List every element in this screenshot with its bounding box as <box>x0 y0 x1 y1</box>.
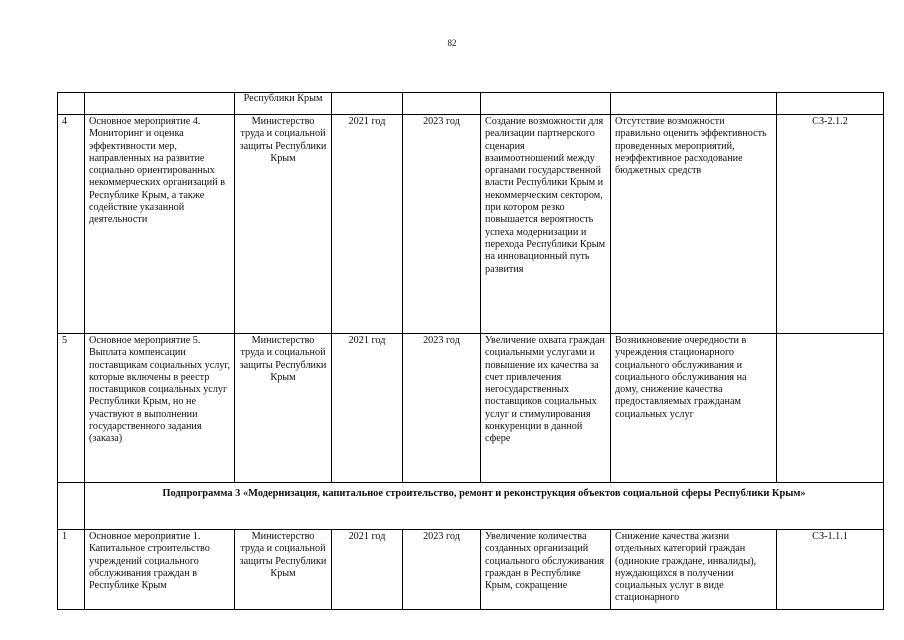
subprogram-title: Подпрограмма 3 «Модернизация, капитальное строительство, ремонт и реконструкция объектов социальной сферы Республики Крым» <box>85 483 884 530</box>
cell-end: 2023 год <box>403 334 481 483</box>
cell-executor: Министерство труда и социальной защиты Республики Крым <box>235 334 332 483</box>
cell-start: 2021 год <box>332 115 403 334</box>
cell-end: 2023 год <box>403 115 481 334</box>
cell-start <box>332 93 403 115</box>
cell-consequences <box>611 93 777 115</box>
table-row <box>58 115 884 334</box>
cell-start: 2021 год <box>332 530 403 610</box>
table-row-continuation <box>58 93 884 115</box>
cell-num <box>58 93 85 115</box>
cell-executor: Министерство труда и социальной защиты Республики Крым <box>235 115 332 334</box>
cell-num: 5 <box>58 334 85 483</box>
subprogram-header-row <box>58 483 884 530</box>
cell-activity: Основное мероприятие 4. Мониторинг и оценка эффективности мер, направленных на развитие социально ориентированных некоммерческих организаций в Республике Крым, а также содействие указанной деятельности <box>85 115 235 334</box>
cell-consequences: Снижение качества жизни отдельных категорий граждан (одинокие граждане, инвалиды), нуждающихся в получении социальных услуг в виде стационарного <box>611 530 777 610</box>
cell-activity <box>85 93 235 115</box>
cell-num <box>58 483 85 530</box>
table-row <box>58 530 884 610</box>
cell-executor: Министерство труда и социальной защиты Республики Крым <box>235 530 332 610</box>
cell-end <box>403 93 481 115</box>
page-number: 82 <box>447 38 457 48</box>
cell-activity: Основное мероприятие 5. Выплата компенсации поставщикам социальных услуг, которые включены в реестр поставщиков социальных услуг Республики Крым, но не участвуют в выполнении государственного задания (заказа) <box>85 334 235 483</box>
cell-indicator: СЗ-2.1.2 <box>777 115 884 334</box>
cell-result: Создание возможности для реализации партнерского сценария взаимоотношений между органами государственной власти Республики Крым и некоммерческим сектором, при котором резко повышается вероятность успеха модернизации и перехода Республики Крым на инновационный путь развития <box>481 115 611 334</box>
cell-end: 2023 год <box>403 530 481 610</box>
cell-result <box>481 93 611 115</box>
cell-executor: Республики Крым <box>235 93 332 115</box>
table-row <box>58 334 884 483</box>
cell-indicator: СЗ-1.1.1 <box>777 530 884 610</box>
cell-start: 2021 год <box>332 334 403 483</box>
cell-num: 4 <box>58 115 85 334</box>
cell-indicator <box>777 93 884 115</box>
cell-result: Увеличение охвата граждан социальными услугами и повышение их качества за счет привлечения негосударственных поставщиков социальных услуг и стимулирования конкуренции в данной сфере <box>481 334 611 483</box>
cell-num: 1 <box>58 530 85 610</box>
cell-consequences: Возникновение очередности в учреждения стационарного социального обслуживания и социального обслуживания на дому, снижение качества предоставляемых гражданам социальных услуг <box>611 334 777 483</box>
cell-activity: Основное мероприятие 1. Капитальное строительство учреждений социального обслуживания граждан в Республике Крым <box>85 530 235 610</box>
measures-table <box>57 92 884 610</box>
cell-indicator <box>777 334 884 483</box>
cell-result: Увеличение количества созданных организаций социального обслуживания граждан в Республике Крым, сокращение <box>481 530 611 610</box>
cell-consequences: Отсутствие возможности правильно оценить эффективность проведенных мероприятий, неэффективное расходование бюджетных средств <box>611 115 777 334</box>
